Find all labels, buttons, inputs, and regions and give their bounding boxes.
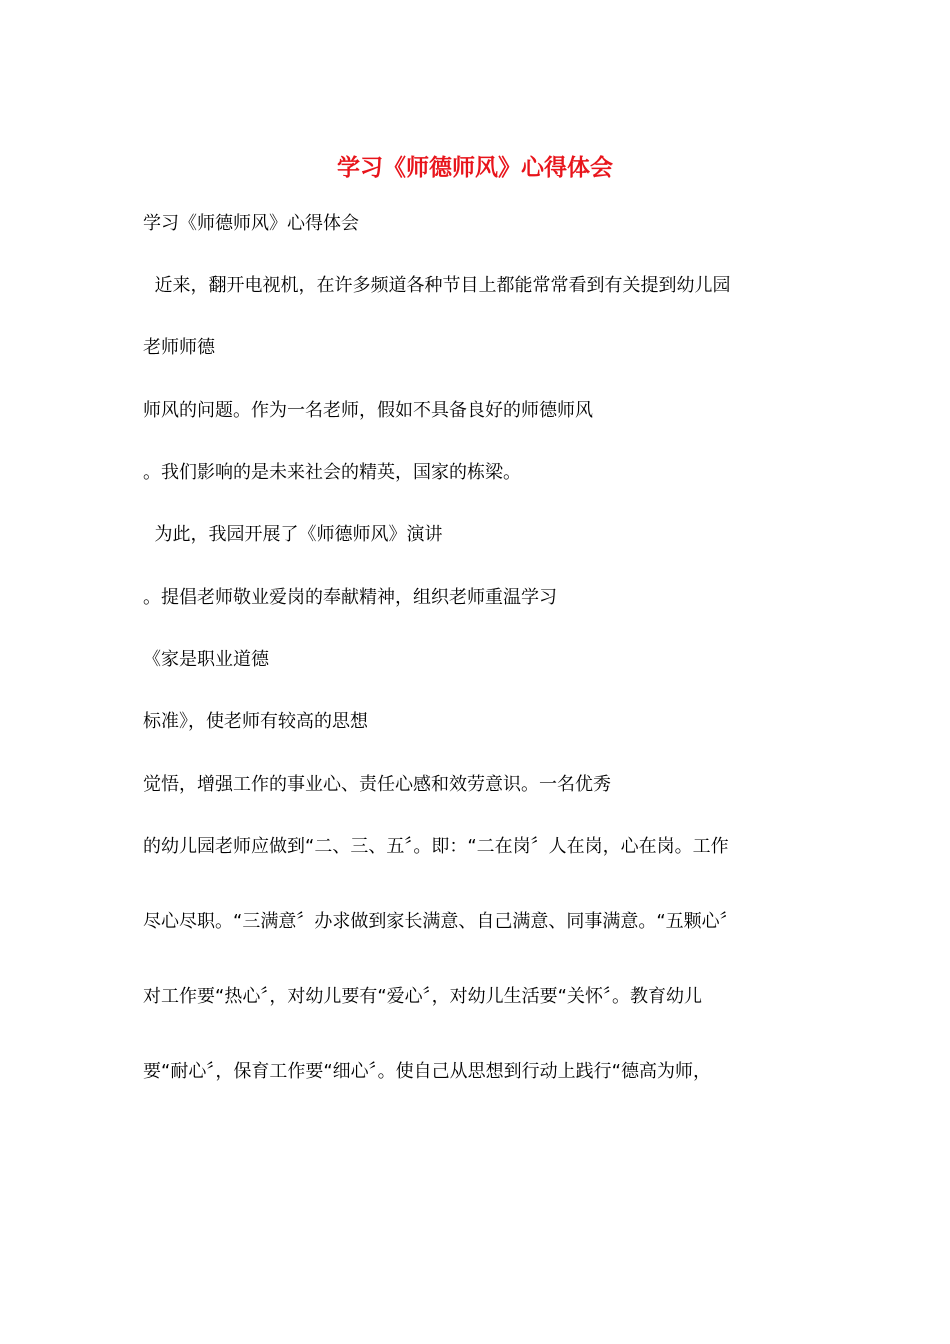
body-line: 对工作要“热心〞，对幼儿要有“爱心〞，对幼儿生活要“关怀〞。教育幼儿 [143, 986, 702, 1007]
body-line: 学习《师德师风》心得体会 [143, 213, 359, 234]
body-line: 觉悟，增强工作的事业心、责任心感和效劳意识。一名优秀 [143, 774, 611, 795]
body-line: 尽心尽职。“三满意〞办求做到家长满意、自己满意、同事满意。“五颗心〞 [143, 911, 738, 932]
document-title: 学习《师德师风》心得体会 [337, 155, 613, 181]
body-line: 老师师德 [143, 337, 215, 358]
body-line: 的幼儿园老师应做到“二、三、五〞。即：“二在岗〞人在岗，心在岗。工作 [143, 836, 729, 857]
body-line: 师风的问题。作为一名老师，假如不具备良好的师德师风 [143, 400, 593, 421]
body-line: 为此，我园开展了《师德师风》演讲 [143, 524, 443, 545]
body-line: 。提倡老师敬业爱岗的奉献精神，组织老师重温学习 [143, 587, 557, 608]
body-line: 标准》，使老师有较高的思想 [143, 711, 368, 732]
body-line: 近来，翻开电视机，在许多频道各种节目上都能常常看到有关提到幼儿园 [143, 275, 731, 296]
body-line: 《家是职业道德 [143, 649, 269, 670]
body-line: 。我们影响的是未来社会的精英，国家的栋梁。 [143, 462, 521, 483]
body-line: 要“耐心〞，保育工作要“细心〞。使自己从思想到行动上践行“德高为师， [143, 1061, 711, 1082]
